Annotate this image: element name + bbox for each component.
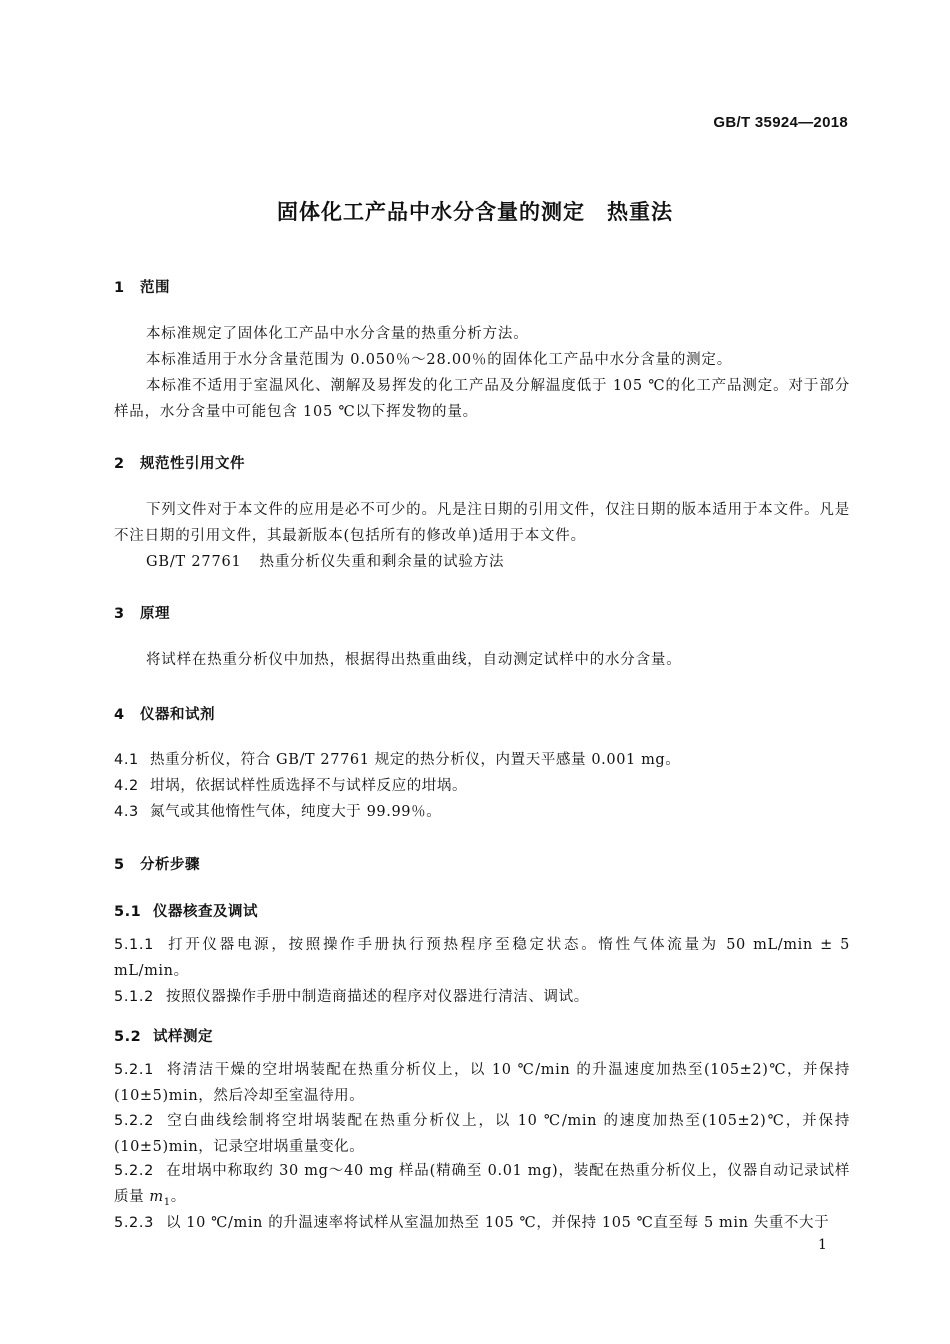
item-text: 空白曲线绘制将空坩埚装配在热重分析仪上，以 10 ℃/min 的速度加热至(105±2)℃，并保持(10±5)min，记录空坩埚重量变化。	[114, 1113, 850, 1155]
list-item	[114, 747, 850, 773]
list-item	[114, 773, 850, 799]
section-number: 2	[114, 456, 125, 472]
item-number: 4.2	[114, 778, 139, 794]
paragraph: 本标准不适用于室温风化、潮解及易挥发的化工产品及分解温度低于 105 ℃的化工产品测定。对于部分样品，水分含量中可能包含 105 ℃以下挥发物的量。	[114, 378, 850, 420]
item-text: 热重分析仪，符合 GB/T 27761 规定的热分析仪，内置天平感量 0.001 mg。	[150, 752, 681, 768]
list-item	[114, 984, 850, 1010]
mass-subscript: 1	[163, 1196, 171, 1208]
list-item	[114, 1210, 850, 1236]
document-title: 固体化工产品中水分含量的测定 热重法	[277, 200, 673, 224]
standard-code: GB/T 35924—2018	[713, 114, 848, 131]
section-title: 范围	[140, 280, 170, 296]
item-number: 4.3	[114, 804, 139, 820]
item-text-end: 。	[170, 1189, 186, 1205]
item-text: 在坩埚中称取约 30 mg～40 mg 样品(精确至 0.01 mg)，装配在热重分析仪上，仪器自动记录试样质量	[114, 1163, 850, 1205]
paragraph: 下列文件对于本文件的应用是必不可少的。凡是注日期的引用文件，仅注日期的版本适用于本文件。凡是不注日期的引用文件，其最新版本(包括所有的修改单)适用于本文件。	[114, 502, 850, 544]
section-2-heading	[114, 452, 850, 473]
item-number: 5.1.2	[114, 989, 154, 1005]
list-item	[114, 799, 850, 825]
section-title: 分析步骤	[140, 857, 200, 873]
subsection-number: 5.1	[114, 904, 142, 920]
item-number: 5.2.2	[114, 1113, 154, 1129]
subsection-title: 试样测定	[153, 1029, 213, 1045]
section-4-heading	[114, 703, 850, 724]
section-1-heading	[114, 276, 850, 297]
section-number: 5	[114, 857, 125, 873]
item-number: 4.1	[114, 752, 139, 768]
subsection-5-1-heading	[114, 900, 850, 921]
page-number: 1	[818, 1237, 827, 1253]
item-text: 以 10 ℃/min 的升温速率将试样从室温加热至 105 ℃，并保持 105 ℃直至每 5 min 失重不大于	[166, 1215, 830, 1231]
section-title: 规范性引用文件	[140, 456, 245, 472]
item-number: 5.1.1	[114, 937, 154, 953]
subsection-title: 仪器核查及调试	[153, 904, 258, 920]
item-text: 打开仪器电源，按照操作手册执行预热程序至稳定状态。惰性气体流量为 50 mL/min ± 5 mL/min。	[114, 937, 850, 979]
item-number: 5.2.3	[114, 1215, 154, 1231]
reference-title: 热重分析仪失重和剩余量的试验方法	[259, 554, 505, 570]
section-5-heading	[114, 853, 850, 874]
subsection-number: 5.2	[114, 1029, 142, 1045]
subsection-5-2-heading	[114, 1025, 850, 1046]
list-item	[114, 1057, 850, 1109]
item-text: 氮气或其他惰性气体，纯度大于 99.99％。	[150, 804, 442, 820]
list-item	[114, 1158, 850, 1216]
reference-code: GB/T 27761	[146, 554, 242, 570]
section-number: 3	[114, 606, 125, 622]
list-item	[114, 932, 850, 984]
section-3-heading	[114, 602, 850, 623]
item-text: 按照仪器操作手册中制造商描述的程序对仪器进行清洁、调试。	[166, 989, 589, 1005]
section-title: 仪器和试剂	[140, 707, 215, 723]
section-number: 4	[114, 707, 125, 723]
list-item	[114, 1108, 850, 1160]
paragraph: 本标准规定了固体化工产品中水分含量的热重分析方法。	[146, 326, 529, 342]
normative-reference	[114, 549, 850, 575]
section-title: 原理	[140, 606, 170, 622]
mass-variable: m	[149, 1189, 164, 1205]
paragraph: 本标准适用于水分含量范围为 0.050％～28.00％的固体化工产品中水分含量的测定。	[146, 352, 733, 368]
section-number: 1	[114, 280, 125, 296]
item-number: 5.2.1	[114, 1062, 154, 1078]
item-text: 坩埚，依据试样性质选择不与试样反应的坩埚。	[150, 778, 468, 794]
item-text: 将清洁干燥的空坩埚装配在热重分析仪上，以 10 ℃/min 的升温速度加热至(105±2)℃，并保持(10±5)min，然后冷却至室温待用。	[114, 1062, 850, 1104]
item-number: 5.2.2	[114, 1163, 154, 1179]
paragraph: 将试样在热重分析仪中加热，根据得出热重曲线，自动测定试样中的水分含量。	[146, 652, 682, 668]
